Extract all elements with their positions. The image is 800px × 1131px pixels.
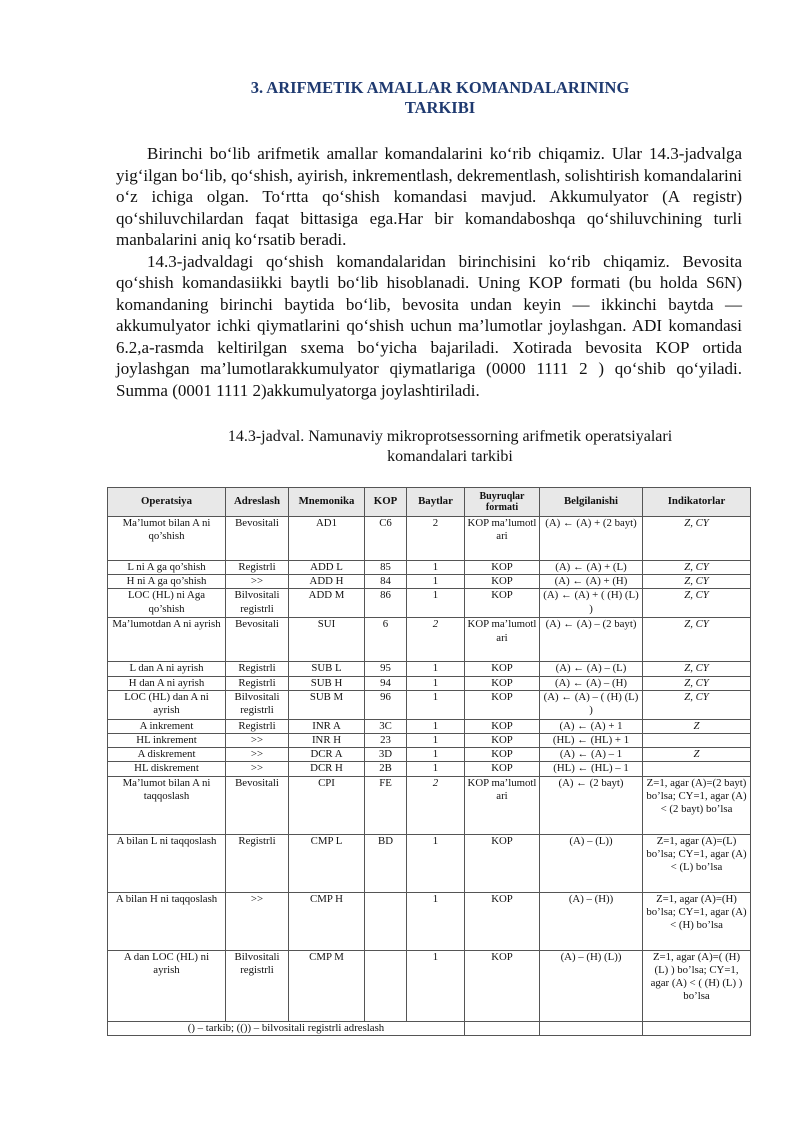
table-row xyxy=(108,892,751,950)
table-cell: (A) – (L)) xyxy=(540,834,643,892)
table-cell: KOP ma’lumotl ari xyxy=(465,776,540,834)
table-cell: 6 xyxy=(365,618,407,662)
table-row xyxy=(108,618,751,662)
table-cell: A dan LOC (HL) ni ayrish xyxy=(108,950,226,1021)
table-cell: (A) ← (A) – (H) xyxy=(540,676,643,690)
table-row xyxy=(108,776,751,834)
table-cell: 3D xyxy=(365,748,407,762)
table-cell: 95 xyxy=(365,662,407,676)
table-cell: KOP xyxy=(465,748,540,762)
table-cell: A diskrement xyxy=(108,748,226,762)
table-cell: ADD H xyxy=(289,575,365,589)
section-title-line2: TARKIBI xyxy=(404,98,476,117)
table-cell: (HL) ← (HL) + 1 xyxy=(540,734,643,748)
table-cell: LOC (HL) ni Aga qo’shish xyxy=(108,589,226,618)
table-cell: CMP M xyxy=(289,950,365,1021)
table-cell xyxy=(365,892,407,950)
table-cell: SUB M xyxy=(289,690,365,719)
table-cell: Z, CY xyxy=(643,662,751,676)
table-cell: 1 xyxy=(407,892,465,950)
table-cell: DCR A xyxy=(289,748,365,762)
table-cell: 1 xyxy=(407,734,465,748)
paragraph-1: Birinchi bo‘lib arifmetik amallar komandalarini ko‘rib chiqamiz. Ular 14.3-jadvalga yig‘ilgan bo‘lib, qo‘shish, ayirish, inkrementlash, dekrementlash, solishtirish komandalarini o‘z ichiga olgan. To‘rtta qo‘shish komandasi mavjud. Akkumulyator (A registr) qo‘shiluvchilardan faqat bittasiga ega.Har bir komandaboshqa qo‘shiluvchining turli manbalarini aniq ko‘rsatib beradi. xyxy=(116,144,742,249)
header-kop: KOP xyxy=(365,488,407,517)
table-row xyxy=(108,950,751,1021)
table-cell: KOP xyxy=(465,662,540,676)
table-cell: >> xyxy=(226,575,289,589)
table-cell: >> xyxy=(226,892,289,950)
table-cell: (HL) ← (HL) – 1 xyxy=(540,762,643,776)
table-cell: 1 xyxy=(407,748,465,762)
table-cell: (A) – (H)) xyxy=(540,892,643,950)
table-cell: KOP ma’lumotl ari xyxy=(465,517,540,561)
table-cell xyxy=(540,1021,643,1035)
table-cell: LOC (HL) dan A ni ayrish xyxy=(108,690,226,719)
table-row xyxy=(108,561,751,575)
table-cell: FE xyxy=(365,776,407,834)
table-cell: Ma’lumot bilan A ni qo’shish xyxy=(108,517,226,561)
table-cell: Z, CY xyxy=(643,517,751,561)
table-cell: Ma’lumotdan A ni ayrish xyxy=(108,618,226,662)
table-cell: KOP xyxy=(465,575,540,589)
table-cell: INR H xyxy=(289,734,365,748)
section-title xyxy=(140,78,740,118)
table-cell: HL inkrement xyxy=(108,734,226,748)
table-cell: Ma’lumot bilan A ni taqqoslash xyxy=(108,776,226,834)
table-cell: KOP xyxy=(465,950,540,1021)
table-cell: >> xyxy=(226,762,289,776)
table-cell: Bevositali xyxy=(226,776,289,834)
table-cell: 84 xyxy=(365,575,407,589)
table-cell: 1 xyxy=(407,561,465,575)
table-cell: Z=1, agar (A)=(H) bo’lsa; CY=1, agar (A) < (H) bo’lsa xyxy=(643,892,751,950)
table-cell: 86 xyxy=(365,589,407,618)
table-row xyxy=(108,834,751,892)
table-cell: H ni A ga qo’shish xyxy=(108,575,226,589)
table-cell: Z, CY xyxy=(643,575,751,589)
table-cell: CMP H xyxy=(289,892,365,950)
table-cell: INR A xyxy=(289,719,365,733)
table-cell: Z, CY xyxy=(643,676,751,690)
table-row xyxy=(108,734,751,748)
table-cell: Bilvositali registrli xyxy=(226,950,289,1021)
table-cell: 85 xyxy=(365,561,407,575)
table-row xyxy=(108,748,751,762)
table-cell: (A) ← (A) + (H) xyxy=(540,575,643,589)
table-cell: 2 xyxy=(407,776,465,834)
table-cell: KOP xyxy=(465,734,540,748)
table-header-row xyxy=(108,488,751,517)
table-footnote-row xyxy=(108,1021,751,1035)
table-cell: A inkrement xyxy=(108,719,226,733)
table-cell: L ni A ga qo’shish xyxy=(108,561,226,575)
table-cell: Registrli xyxy=(226,662,289,676)
table-cell: (A) – (H) (L)) xyxy=(540,950,643,1021)
header-operatsiya: Operatsiya xyxy=(108,488,226,517)
table-cell: Z xyxy=(643,719,751,733)
table-cell: Bilvositali registrli xyxy=(226,690,289,719)
table-row xyxy=(108,517,751,561)
table-cell: KOP ma’lumotl ari xyxy=(465,618,540,662)
table-cell: CMP L xyxy=(289,834,365,892)
table-cell: Z, CY xyxy=(643,589,751,618)
table-cell: Registrli xyxy=(226,676,289,690)
table-cell: L dan A ni ayrish xyxy=(108,662,226,676)
table-cell: Bilvositali registrli xyxy=(226,589,289,618)
table-caption-line2: komandalari tarkibi xyxy=(387,448,513,465)
table-cell: 1 xyxy=(407,950,465,1021)
table-cell: KOP xyxy=(465,719,540,733)
table-cell: SUB L xyxy=(289,662,365,676)
table-cell: Registrli xyxy=(226,561,289,575)
table-row xyxy=(108,676,751,690)
table-cell: 2 xyxy=(407,618,465,662)
table-footnote: () – tarkib; (()) – bilvositali registrli adreslash xyxy=(108,1021,465,1035)
header-mnemonika: Mnemonika xyxy=(289,488,365,517)
table-cell: 1 xyxy=(407,834,465,892)
table-cell xyxy=(365,950,407,1021)
table-cell: Z, CY xyxy=(643,690,751,719)
table-cell: BD xyxy=(365,834,407,892)
section-title-line1: 3. ARIFMETIK AMALLAR KOMANDALARINING xyxy=(250,78,630,97)
table-cell: >> xyxy=(226,748,289,762)
table-row xyxy=(108,719,751,733)
table-cell: KOP xyxy=(465,589,540,618)
table-row xyxy=(108,762,751,776)
table-cell: ADD M xyxy=(289,589,365,618)
header-buyruqlar-formati: Buyruqlar formati xyxy=(465,488,540,517)
table-cell: 3C xyxy=(365,719,407,733)
table-cell: 2B xyxy=(365,762,407,776)
table-cell: H dan A ni ayrish xyxy=(108,676,226,690)
table-cell: KOP xyxy=(465,690,540,719)
table-cell: C6 xyxy=(365,517,407,561)
table-cell: 1 xyxy=(407,589,465,618)
table-cell: AD1 xyxy=(289,517,365,561)
table-cell: Z=1, agar (A)=( (H) (L) ) bo’lsa; CY=1, agar (A) < ( (H) (L) ) bo’lsa xyxy=(643,950,751,1021)
table-cell xyxy=(643,762,751,776)
body-text xyxy=(116,143,742,401)
table-cell: Registrli xyxy=(226,834,289,892)
table-cell: KOP xyxy=(465,561,540,575)
table-cell: Z=1, agar (A)=(L) bo’lsa; CY=1, agar (A) < (L) bo’lsa xyxy=(643,834,751,892)
table-cell xyxy=(465,1021,540,1035)
table-cell: HL diskrement xyxy=(108,762,226,776)
table-cell xyxy=(643,1021,751,1035)
table-cell: SUI xyxy=(289,618,365,662)
table-cell: 1 xyxy=(407,676,465,690)
table-cell: KOP xyxy=(465,676,540,690)
table-cell: >> xyxy=(226,734,289,748)
table-cell: Z, CY xyxy=(643,618,751,662)
table-cell: (A) ← (A) + 1 xyxy=(540,719,643,733)
table-cell: 1 xyxy=(407,575,465,589)
table-cell xyxy=(643,734,751,748)
table-caption xyxy=(150,427,750,467)
table-cell: (A) ← (A) – ( (H) (L) ) xyxy=(540,690,643,719)
table-cell: 23 xyxy=(365,734,407,748)
table-caption-line1: 14.3-jadval. Namunaviy mikroprotsessorning arifmetik operatsiyalari xyxy=(227,428,673,445)
table-cell: (A) ← (2 bayt) xyxy=(540,776,643,834)
table-cell: Z xyxy=(643,748,751,762)
header-indikatorlar: Indikatorlar xyxy=(643,488,751,517)
table-cell: Z, CY xyxy=(643,561,751,575)
header-baytlar: Baytlar xyxy=(407,488,465,517)
table-cell: KOP xyxy=(465,762,540,776)
table-cell: (A) ← (A) + (L) xyxy=(540,561,643,575)
table-cell: (A) ← (A) + ( (H) (L) ) xyxy=(540,589,643,618)
table-row xyxy=(108,662,751,676)
table-cell: 96 xyxy=(365,690,407,719)
table-cell: KOP xyxy=(465,892,540,950)
table-cell: (A) ← (A) – (L) xyxy=(540,662,643,676)
table-cell: CPI xyxy=(289,776,365,834)
header-belgilanishi: Belgilanishi xyxy=(540,488,643,517)
paragraph-2: 14.3-jadvaldagi qo‘shish komandalaridan birinchisini ko‘rib chiqamiz. Bevosita qo‘shish komandasiikki baytli bo‘lib hisoblanadi. Uning KOP formati (bu holda S6N) komandaning birinchi baytida bo‘lib, bevosita undan keyin — ikkinchi baytda —akkumulyator ichki qiymatlarini qo‘shish uchun ma’lumotlar joylashgan. ADI komandasi 6.2,a-rasmda keltirilgan sxema bo‘yicha bajariladi. Xotirada bevosita KOP ortida joylashgan ma’lumotlarakkumulyator qiymatlariga (0000 1111 2 ) qo‘shib qo‘yiladi. Summa (0001 1111 2)akkumulyatorga joylashtiriladi. xyxy=(116,251,742,400)
table-cell: A bilan H ni taqqoslash xyxy=(108,892,226,950)
table-cell: Bevositali xyxy=(226,517,289,561)
table-cell: 2 xyxy=(407,517,465,561)
table-cell: SUB H xyxy=(289,676,365,690)
table-cell: 1 xyxy=(407,662,465,676)
table-cell: Z=1, agar (A)=(2 bayt) bo’lsa; CY=1, agar (A) < (2 bayt) bo’lsa xyxy=(643,776,751,834)
table-cell: (A) ← (A) – 1 xyxy=(540,748,643,762)
table-cell: Registrli xyxy=(226,719,289,733)
table-row xyxy=(108,575,751,589)
table-cell: 1 xyxy=(407,719,465,733)
table-cell: ADD L xyxy=(289,561,365,575)
table-cell: (A) ← (A) + (2 bayt) xyxy=(540,517,643,561)
header-adreslash: Adreslash xyxy=(226,488,289,517)
table-cell: 1 xyxy=(407,690,465,719)
table-cell: KOP xyxy=(465,834,540,892)
table-cell: 1 xyxy=(407,762,465,776)
table-cell: 94 xyxy=(365,676,407,690)
table-row xyxy=(108,690,751,719)
operations-table xyxy=(107,487,751,1036)
table-cell: (A) ← (A) – (2 bayt) xyxy=(540,618,643,662)
table-cell: Bevositali xyxy=(226,618,289,662)
table-cell: DCR H xyxy=(289,762,365,776)
table-cell: A bilan L ni taqqoslash xyxy=(108,834,226,892)
table-row xyxy=(108,589,751,618)
